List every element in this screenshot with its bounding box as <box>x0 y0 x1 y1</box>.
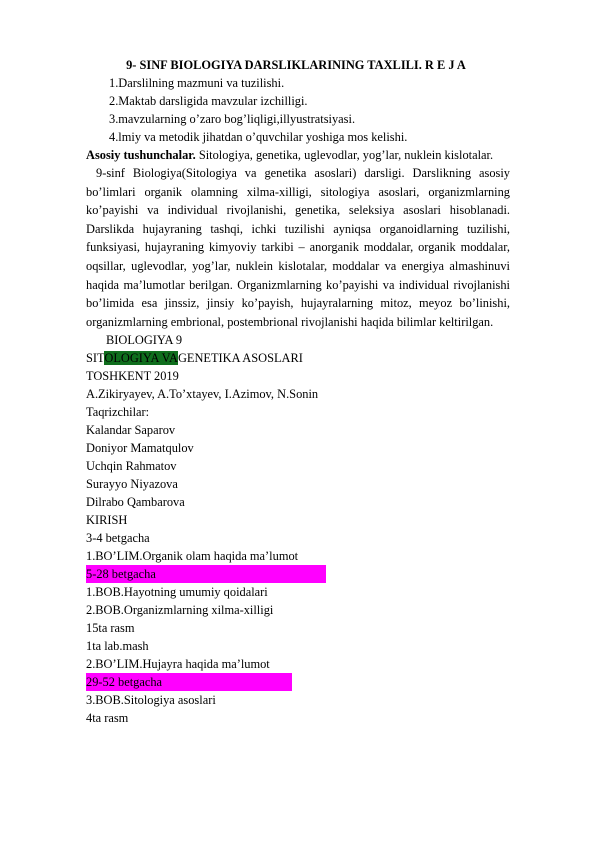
contents-chapter-1: 1.BOB.Hayotning umumiy qoidalari <box>86 585 268 600</box>
key-concepts <box>86 146 510 164</box>
reviewers-label: Taqrizchilar: <box>86 405 150 420</box>
contents-intro-pages: 3-4 betgacha <box>86 531 150 546</box>
contents-section-2: 2.BO’LIM.Hujayra haqida ma’lumot <box>86 657 270 672</box>
reviewer-name: Surayyo Niyazova <box>86 477 178 492</box>
document-title: 9- SINF BIOLOGIYA DARSLIKLARINING TAXLILI. R E J A <box>126 58 466 72</box>
highlighted-pages: 5-28 betgacha <box>86 565 326 583</box>
contents-section-1: 1.BO’LIM.Organik olam haqida ma’lumot <box>86 549 299 564</box>
highlighted-text: OLOGIYA VA <box>104 351 178 366</box>
book-subtitle-start: SIT <box>86 351 105 366</box>
paragraph-text: 9-sinf Biologiya(Sitologiya va genetika asoslari) darsligi. Darslikning asosiy bo’limlari organik olamning xilma-xilligi, sitologiya asoslari, organizmlarning ko’payishi va individual rivojlanishi, genetika, seleksiya asoslari hisoblanadi. Darslikda hujayraning tashqi, ichki tuzilishi ayniqsa organoidlarning tuzilishi, funksiyasi, hujayraning kimyoviy tarkibi – anorganik moddalar, organik moddalar, oqsillar, uglevodlar, yog’lar, nuklein kislotalar, moddalar va energiya almashinuvi haqida ma’lumotlar berilgan. Organizmlarning ko’payishi va individual rivojlanishi bo’limida esa jinssiz, jinsiy ko’payish, hujayralarning mitoz, meyoz bo’linishi, organizmlarning embrional, postembrional rivojlanishi haqida bilimlar keltirilgan. <box>86 166 510 329</box>
reviewer-name: Dilrabo Qambarova <box>86 495 185 510</box>
contents-section-2-pages <box>86 673 510 691</box>
key-concepts-label: Asosiy tushunchalar. <box>86 148 196 162</box>
reviewer-name: Uchqin Rahmatov <box>86 459 177 474</box>
key-concepts-text: Sitologiya, genetika, uglevodlar, yog’lar, nuklein kislotalar. <box>195 148 494 162</box>
contents-section-1-pages <box>86 565 510 583</box>
book-city-year: TOSHKENT 2019 <box>86 369 179 384</box>
book-heading: BIOLOGIYA 9 <box>106 333 183 348</box>
book-subtitle <box>86 349 510 367</box>
contents-intro: KIRISH <box>86 513 128 528</box>
book-authors: A.Zikiryayev, A.To’xtayev, I.Azimov, N.Sonin <box>86 387 319 402</box>
plan-list <box>86 74 510 146</box>
reviewer-name: Doniyor Mamatqulov <box>86 441 194 456</box>
document-page <box>86 56 510 727</box>
contents-chapter-3: 3.BOB.Sitologiya asoslari <box>86 693 216 708</box>
contents-chapter-2-labs: 1ta lab.mash <box>86 639 149 654</box>
book-subtitle-end: GENETIKA ASOSLARI <box>177 351 303 366</box>
plan-item: 2.Maktab darsligida mavzular izchilligi. <box>109 94 308 108</box>
reviewer-name: Kalandar Saparov <box>86 423 176 438</box>
contents-chapter-2-figures: 15ta rasm <box>86 621 135 636</box>
contents-chapter-3-figures: 4ta rasm <box>86 711 129 726</box>
body-paragraph <box>86 164 510 331</box>
plan-item: 4.lmiy va metodik jihatdan o’quvchilar yoshiga mos kelishi. <box>109 130 408 144</box>
plan-item: 1.Darslilning mazmuni va tuzilishi. <box>109 76 285 90</box>
plan-item: 3.mavzularning o’zaro bog’liqligi,illyustratsiyasi. <box>109 112 356 126</box>
contents-chapter-2: 2.BOB.Organizmlarning xilma-xilligi <box>86 603 274 618</box>
highlighted-pages: 29-52 betgacha <box>86 673 292 691</box>
